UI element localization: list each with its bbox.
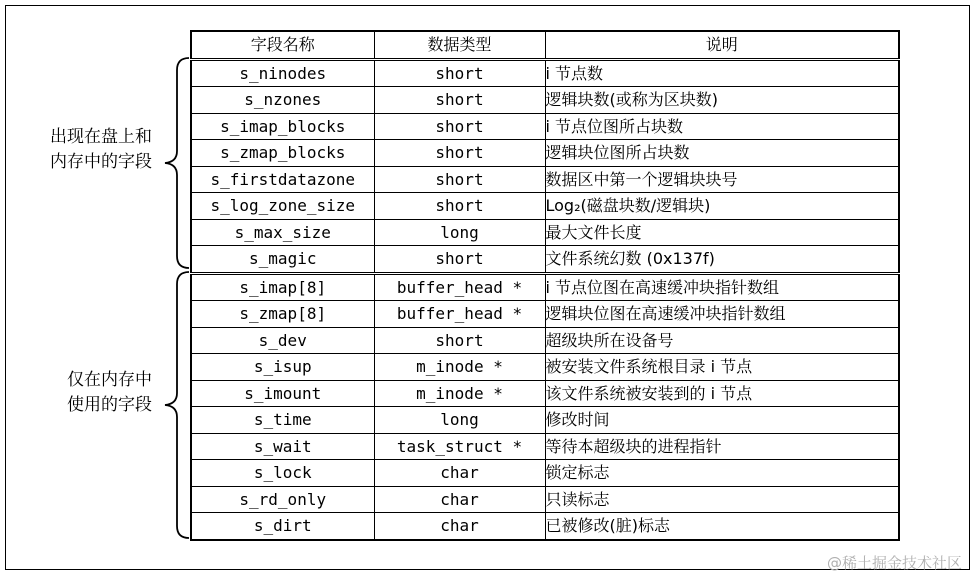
table-row — [191, 407, 899, 434]
table-row — [191, 354, 899, 381]
field-desc: i 节点位图在高速缓冲块指针数组 — [545, 273, 899, 301]
field-name: s_zmap[8] — [191, 301, 374, 328]
group-label-memory-only: 仅在内存中 使用的字段 — [67, 370, 152, 415]
field-name: s_firstdatazone — [191, 166, 374, 193]
table-row — [191, 59, 899, 87]
field-name: s_magic — [191, 246, 374, 274]
table-row — [191, 460, 899, 487]
field-name: s_rd_only — [191, 486, 374, 513]
field-type: long — [374, 407, 545, 434]
brace-disk-and-memory — [155, 56, 191, 270]
field-type: short — [374, 246, 545, 274]
field-desc: 该文件系统被安装到的 i 节点 — [545, 380, 899, 407]
watermark: @稀土掘金技术社区 — [826, 554, 962, 572]
table-row — [191, 327, 899, 354]
table-row — [191, 193, 899, 220]
field-type: short — [374, 113, 545, 140]
field-desc: 等待本超级块的进程指针 — [545, 433, 899, 460]
table-row — [191, 301, 899, 328]
field-desc: Log₂(磁盘块数/逻辑块) — [545, 193, 899, 220]
table-row — [191, 513, 899, 540]
field-type: buffer_head * — [374, 301, 545, 328]
field-type: m_inode * — [374, 380, 545, 407]
field-desc: 超级块所在设备号 — [545, 327, 899, 354]
field-name: s_dirt — [191, 513, 374, 540]
field-desc: 修改时间 — [545, 407, 899, 434]
field-name: s_zmap_blocks — [191, 140, 374, 167]
field-type: char — [374, 486, 545, 513]
table-row — [191, 166, 899, 193]
field-type: char — [374, 460, 545, 487]
table-row — [191, 140, 899, 167]
field-type: long — [374, 219, 545, 246]
field-name: s_wait — [191, 433, 374, 460]
field-type: short — [374, 140, 545, 167]
table-row — [191, 486, 899, 513]
field-type: m_inode * — [374, 354, 545, 381]
field-name: s_max_size — [191, 219, 374, 246]
field-name: s_dev — [191, 327, 374, 354]
field-desc: 最大文件长度 — [545, 219, 899, 246]
field-type: short — [374, 327, 545, 354]
table-row — [191, 113, 899, 140]
header-description: 说明 — [545, 31, 899, 59]
table-header-row — [191, 31, 899, 59]
field-type: task_struct * — [374, 433, 545, 460]
table-row — [191, 433, 899, 460]
field-name: s_isup — [191, 354, 374, 381]
field-name: s_imap[8] — [191, 273, 374, 301]
field-desc: i 节点位图所占块数 — [545, 113, 899, 140]
field-desc: 文件系统幻数 (0x137f) — [545, 246, 899, 274]
field-name: s_lock — [191, 460, 374, 487]
field-name: s_ninodes — [191, 59, 374, 87]
field-name: s_nzones — [191, 87, 374, 114]
table-row — [191, 380, 899, 407]
field-desc: 已被修改(脏)标志 — [545, 513, 899, 540]
field-type: buffer_head * — [374, 273, 545, 301]
field-type: char — [374, 513, 545, 540]
field-type: short — [374, 166, 545, 193]
field-name: s_log_zone_size — [191, 193, 374, 220]
field-desc: 数据区中第一个逻辑块块号 — [545, 166, 899, 193]
group-label-disk-and-memory: 出现在盘上和 内存中的字段 — [50, 127, 152, 172]
field-desc: 逻辑块位图所占块数 — [545, 140, 899, 167]
table-row — [191, 219, 899, 246]
field-name: s_imount — [191, 380, 374, 407]
field-desc: 逻辑块数(或称为区块数) — [545, 87, 899, 114]
field-desc: i 节点数 — [545, 59, 899, 87]
table-row — [191, 246, 899, 274]
header-field-name: 字段名称 — [191, 31, 374, 59]
field-type: short — [374, 193, 545, 220]
field-desc: 只读标志 — [545, 486, 899, 513]
field-desc: 逻辑块位图在高速缓冲块指针数组 — [545, 301, 899, 328]
table-row — [191, 273, 899, 301]
field-type: short — [374, 87, 545, 114]
brace-memory-only — [155, 270, 191, 540]
table-row — [191, 87, 899, 114]
field-desc: 被安装文件系统根目录 i 节点 — [545, 354, 899, 381]
superblock-fields-table — [190, 30, 900, 541]
field-name: s_time — [191, 407, 374, 434]
field-type: short — [374, 59, 545, 87]
field-desc: 锁定标志 — [545, 460, 899, 487]
header-data-type: 数据类型 — [374, 31, 545, 59]
field-name: s_imap_blocks — [191, 113, 374, 140]
